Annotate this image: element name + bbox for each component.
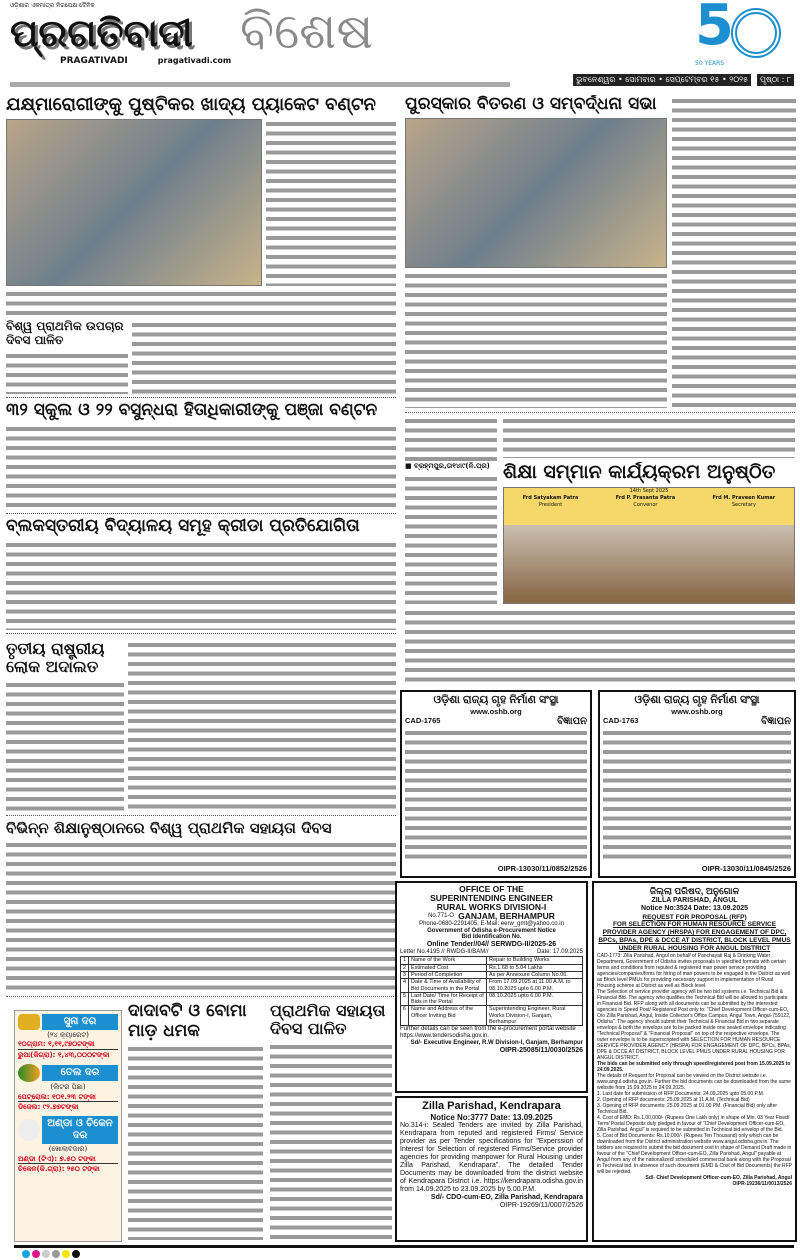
story-text: [672, 96, 796, 408]
angul-rfp-ad: ଜିଲ୍ଲା ପରିଷଦ, ଅନୁଗୋଳ ZILLA PARISHAD, ANGUL Notice No:3524 Date: 13.09.2025 REQUEST FOR PROPOSAL (RFP) FOR SELECTION FOR HUMAN RESOURCE SERVICE PROVIDER AGENCY (HRSPA) FOR ENGAGEMENT OF DPC, BPCs, BPAs, DPE & DCCE AT DISTRICT, BLOCK LEVEL PMUS UNDER RURAL HOUSING FOR ANGUL DISTRICT CAD-1773: Zilla Parishad, Angul on behalf of Panchayati Raj & Drinking Water Department, Government of Odisha invites proposals in specified formats with certain terms and conditions from reputed & registered man power service providing agencies/companies/firms for hiring of man powers to be engaged in the District as well as Block level PMUs for providing necessary support in implementation of Rural Housing scheme at District as well as Block level. The Selection of service provider agency will be two bid systems i.e. Technical Bid & Financial Bid. The agency who qualifies the Technical Bid will be allowed to participate in Financial Bid. RFP along with all documents can be submitted by the interested agencies in Speed Post/ Registered Post only to: "Chief Development Officer-cum-EO, O/o Zilla Parishad, Angul, Inside Collector's Office Campus, Angul Town, Angul-759122, Odisha". The agency should submit their Technical & Financial Bid in two separate envelops & both the envelops are to be packed inside one sealed envelope indicating "Technical Proposal" & "Financial Proposal" on top of the respective envelops. The outer envelope is to be superscripted with SELECTION FOR HUMAN RESOURCE SERVICE PROVIDER AGENCY (HRSPA) FOR ENGAGEMENT OF DPC, BPCs, BPAs, DPE & DCCE AT DISTRICT, BLOCK LEVEL PMUS UNDER RURAL HOUSING FOR ANGUL DISTRICT. The bids can be submitted only through speed/registered post from 15.09.2025 to 24.09.2025. The details of Request for Proposal can be viewed on the District website i.e. www.angul.odisha.gov.in. Further the bid documents can be downloaded from the same website from 15.09.2025 to 24.09.2025. 1. Last date for submission of RFP Documents: 24.09.2025 upto 05.00 P.M. 2. Opening of RFP documents: 25.09.2025 at 11 A.M. (Technical Bid) 3. Opening of RFP documents: 25.09.2025 at 01.00 PM. (Financial Bid) only after Technical Bid. 4. Cost of EMD: Rs.1,00,000/- (Rupees One Lakh only) in shape of Min. 03 Year Fixed/ Term/ Postal Deposits duly pledged in favour of "Chief Development Officer-cum-EO, Zilla Parishad, Angul" is required to be submitted in Technical bid envelop of the Bid. 5. Cost of Bid Documents: Rs.10,000/- (Rupees Ten Thousand) only which can be downloaded from the District administration website www.angul.odisha.gov.in. The bidders are required to submit the bid document cost in shape of Demand Draft made in favour of the "Chief Development Officer-cum-EO, Zilla Parishad, Angul" payable at Angul from any of the nationalized/ scheduled commercial bank along with the Proposal in Technical bid. In absence of such document (EMD & Cost of Bid Documents) the RFP will be rejected. Sd/- Chief Development Officer-cum-EO, Zilla Parishad, Angul OIPR-19236/11/0013/2526: [592, 881, 797, 1242]
story-text: [6, 424, 396, 511]
tender-cell: As per Annexure Column No.06.: [487, 971, 583, 978]
logo: ପ୍ରଗତିବାଦୀ: [10, 11, 193, 55]
chicken-icon: [18, 1119, 40, 1141]
story-photo: [6, 119, 262, 286]
tender-cell: Name and Address of the Officer Inviting Bid: [409, 1006, 487, 1026]
story-photo: [405, 118, 667, 268]
headline: ପୁରସ୍କାର ବିତରଣ ଓ ସମ୍ବର୍ଦ୍ଧନା ସଭା: [405, 95, 657, 114]
story-text: [128, 1044, 263, 1240]
color-registration-marks: [22, 1250, 80, 1258]
section-title: ବିଶେଷ: [240, 2, 374, 60]
headline: ଶିକ୍ଷା ସମ୍ମାନ କାର୍ଯ୍ୟକ୍ରମ ଅନୁଷ୍ଠିତ: [503, 462, 776, 483]
gold-price: ୧୦ଗ୍ରାମ: ୧,୧୧,୯୭୦ଟଙ୍କା: [18, 1040, 118, 1049]
tender-row: [401, 992, 583, 1006]
logo-english: PRAGATIVADI: [60, 56, 128, 66]
gold-icon: [18, 1014, 40, 1030]
story-text: [132, 320, 396, 394]
headline: ବ୍ଲକସ୍ତରୀୟ ବିଦ୍ୟାଳୟ ସମୂହ କ୍ରୀଡା ପ୍ରତିଯୋଗିତା: [6, 517, 360, 536]
story-text: [6, 540, 396, 630]
bottom-rule: [14, 1245, 794, 1248]
rwd-oipr: OIPR-25085/11/0030/2526: [499, 1047, 583, 1055]
tender-cell: Repair to Building Works: [487, 957, 583, 964]
tender-cell: Name of the Work: [409, 957, 487, 964]
tender-row: [401, 979, 583, 993]
tender-cell: Date & Time of Availability of Bid Documents in the Portal: [409, 979, 487, 993]
tender-cell: 6: [401, 1006, 409, 1026]
egg-price: ଅଣ୍ଡା (ଟିଏ): ୭.୫୦ ଟଙ୍କା: [18, 1155, 118, 1164]
diesel-price: ଡିଜେଲ: ୯୨.୭୭ଟଙ୍କା: [18, 1102, 79, 1111]
story-text: [266, 119, 396, 286]
osha-ad-1: ଓଡ଼ିଶା ରାଜ୍ୟ ଗୃହ ନିର୍ମାଣ ସଂସ୍ଥା www.oshb.org CAD-1765 ବିଜ୍ଞାପନ OIPR-13030/11/0852/2526: [400, 690, 592, 878]
tender-cell: 08.10.2025 upto 6.00 P.M.: [487, 992, 583, 1006]
tender-cell: Period of Completion: [409, 971, 487, 978]
market-rates-box: ସୁନା ଦର (୨୪ କ୍ୟାରେଟ) ୧୦ଗ୍ରାମ: ୧,୧୧,୯୭୦ଟଙ୍କା ରୁପା(କିଗ୍ରା): ୧,୪୩,୦୦୦ଟଙ୍କା ତେଲ ଦର (ଲିଟର ପିଛା) ପେଟ୍ରୋଲ: ୧୦୧.୨୩ ଟଙ୍କା ଡିଜେଲ: ୯୨.୭୭ଟଙ୍କା ଅଣ୍ଡା ଓ ଚିକେନ ଦର (ଖୋଲାବଜାର) ଅଣ୍ଡା (ଟିଏ): ୭.୫୦ ଟଙ୍କା ଚିକେନ(କି.ଗ୍ରା): ୨୫୦ ଟଙ୍କା: [14, 1010, 122, 1242]
tender-row: [401, 1006, 583, 1026]
headline: ବିଭିନ୍ନ ଶିକ୍ଷାନୁଷ୍ଠାନରେ ବିଶ୍ୱ ପ୍ରାଥମିକ ସହାୟତା ଦିବସ: [6, 820, 332, 837]
dateline: ଭୁବନେଶ୍ୱର • ସୋମବାର • ସେପ୍ଟେମ୍ବର ୧୫ • ୨୦୨୫: [573, 74, 751, 86]
headline: ୩୨ ସ୍କୁଲ ଓ ୨୨ ବସୁନ୍ଧରା ହିତାଧିକାରୀଙ୍କୁ ପଞ୍ଜା ବଣ୍ଟନ: [6, 401, 378, 420]
tender-cell: 4: [401, 979, 409, 993]
petrol-price: ପେଟ୍ରୋଲ: ୧୦୧.୨୩ ଟଙ୍କା: [18, 1093, 118, 1102]
tender-row: [401, 957, 583, 964]
story-dateline: ■ ବ୍ରହ୍ମପୁର,ତା୧୪ା୯(ନି.ପ୍ର): [405, 462, 490, 470]
tender-row: [401, 971, 583, 978]
masthead: [0, 0, 800, 92]
chicken-price: ଚିକେନ(କି.ଗ୍ରା): ୨୫୦ ଟଙ୍କା: [18, 1165, 100, 1174]
tender-cell: Estimated Cost: [409, 964, 487, 971]
story-text: [6, 840, 396, 992]
story-text: [6, 680, 124, 812]
tender-cell: From 17.09.2025 at 11.00 A.M. to 08.10.2025 upto 6.00 P.M.: [487, 979, 583, 993]
kendrapara-tender-ad: Zilla Parishad, Kendrapara Notice No:3777 Date: 13.09.2025 No.314-i: Sealed Tenders are invited by Zilla Parishad, Kendrapara from reputed and registered Firms/ Service provider as per Tender specifications for "Experssion of Interest for Selection of registered Firms/Service provider agencies for providing manpower for Rural Housing under Zilla Parishad, Kendrapara". The detailed Tender Documents may be downloaded from the district website of Kendrapara District i.e. https://kendrapara.odisha.gov.in from 14.09.2025 to 23.09.2025 by 5.00.P.M. Sd/- CDO-cum-EO, Zilla Parishad, Kendrapara OIPR-19269/11/0007/2526: [395, 1096, 588, 1242]
tender-cell: 1: [401, 957, 409, 964]
tender-table: [400, 956, 583, 1026]
headline: ତୃତୀୟ ରାଷ୍ଟ୍ରୀୟ ଲୋକ ଅଦାଲତ: [6, 640, 105, 677]
tender-cell: 5: [401, 992, 409, 1006]
anniversary-logo: 5 50 YEARS: [695, 4, 795, 68]
headline: ଯକ୍ଷ୍ମାରୋଗୀଙ୍କୁ ପୁଷ୍ଟିକର ଖାଦ୍ୟ ପ୍ୟାକେଟ ବଣ୍ଟନ: [6, 95, 376, 115]
tender-row: [401, 964, 583, 971]
story-photo: 14th Sept 2025 Frd Satyakam Patra President Frd P. Prasanta Patra Convenor Frd M. Praveen Kumar Secretary: [503, 487, 795, 604]
silver-price: ରୁପା(କିଗ୍ରା): ୧,୪୩,୦୦୦ଟଙ୍କା: [18, 1050, 110, 1059]
website[interactable]: pragativadi.com: [157, 56, 232, 65]
story-text: [405, 271, 667, 408]
divider: [10, 82, 510, 87]
tender-cell: 3: [401, 971, 409, 978]
osha-ad-2: ଓଡ଼ିଶା ରାଜ୍ୟ ଗୃହ ନିର୍ମାଣ ସଂସ୍ଥା www.oshb.org CAD-1763 ବିଜ୍ଞାପନ OIPR-13030/11/0845/2526: [598, 690, 796, 878]
page-number: ପୃଷ୍ଠା : ୮: [757, 74, 794, 86]
story-text: [128, 640, 396, 812]
fuel-icon: [18, 1064, 40, 1082]
story-text: [405, 608, 795, 686]
story-text: [503, 416, 795, 458]
story-text: [6, 289, 396, 317]
rural-works-tender-ad: OFFICE OF THE SUPERINTENDING ENGINEER RURAL WORKS DIVISION-I No.771-O GANJAM, BERHAMPUR Phone-0680-2291405, E-Mail: eerw_gmt@yahoo.co.in Government of Odisha e-Procurement Notice Bid Identification No. Online Tender//04// SERWDG-II/2025-26 Letter No.4195 // RWDG-II/BAM// Date: 17.09.2025 1 Name of the Work Repair to Building Works 2 Estimated Cost Rs.1.68 to 5.04 Lakhs 3 Period of Completion As per Annexure Column No.06. 4 Date & Time of Availability of Bid Documents in the Portal From 17.09.2025 at 11.00 A.M. to 08.10.2025 upto 6.00 P.M. 5 Last Date/ Time for Receipt of Bids in the Portal 08.10.2025 upto 6.00 P.M. 6 Name and Address of the Officer Inviting Bid Superintending Engineer, Rural Works Division-I, Ganjam, Berhampur Further details can be seen from the e-procurement portal website https://www.tendersodisha.gov.in. Sd/- Executive Engineer, R.W Division-I, Ganjam, Berhampur OIPR-25085/11/0030/2526: [395, 881, 588, 1093]
headline: ପ୍ରାଥମିକ ସହାୟତା ଦିବସ ପାଳିତ: [270, 1002, 386, 1039]
headline: ଦାଦାବଟି ଓ ବୋମା ମାଡ଼ ଧମକ: [128, 1002, 247, 1041]
tender-cell: Rs.1.68 to 5.04 Lakhs: [487, 964, 583, 971]
tagline: ଓଡ଼ିଶାର ଏକମାତ୍ର ନିରପେକ୍ଷ ଦୈନିକ: [10, 2, 95, 9]
story-text: [6, 351, 128, 394]
tender-cell: 2: [401, 964, 409, 971]
tender-cell: Superintending Engineer, Rural Works Division-I, Ganjam, Berhampur: [487, 1006, 583, 1026]
story-text: [405, 474, 497, 604]
seal-icon: [731, 8, 781, 58]
story-text: [270, 1042, 392, 1240]
tender-cell: Last Date/ Time for Receipt of Bids in the Portal: [409, 992, 487, 1006]
headline: ବିଶ୍ୱ ପ୍ରାଥମିକ ଉପଚାର ଦିବସ ପାଳିତ: [6, 320, 124, 347]
